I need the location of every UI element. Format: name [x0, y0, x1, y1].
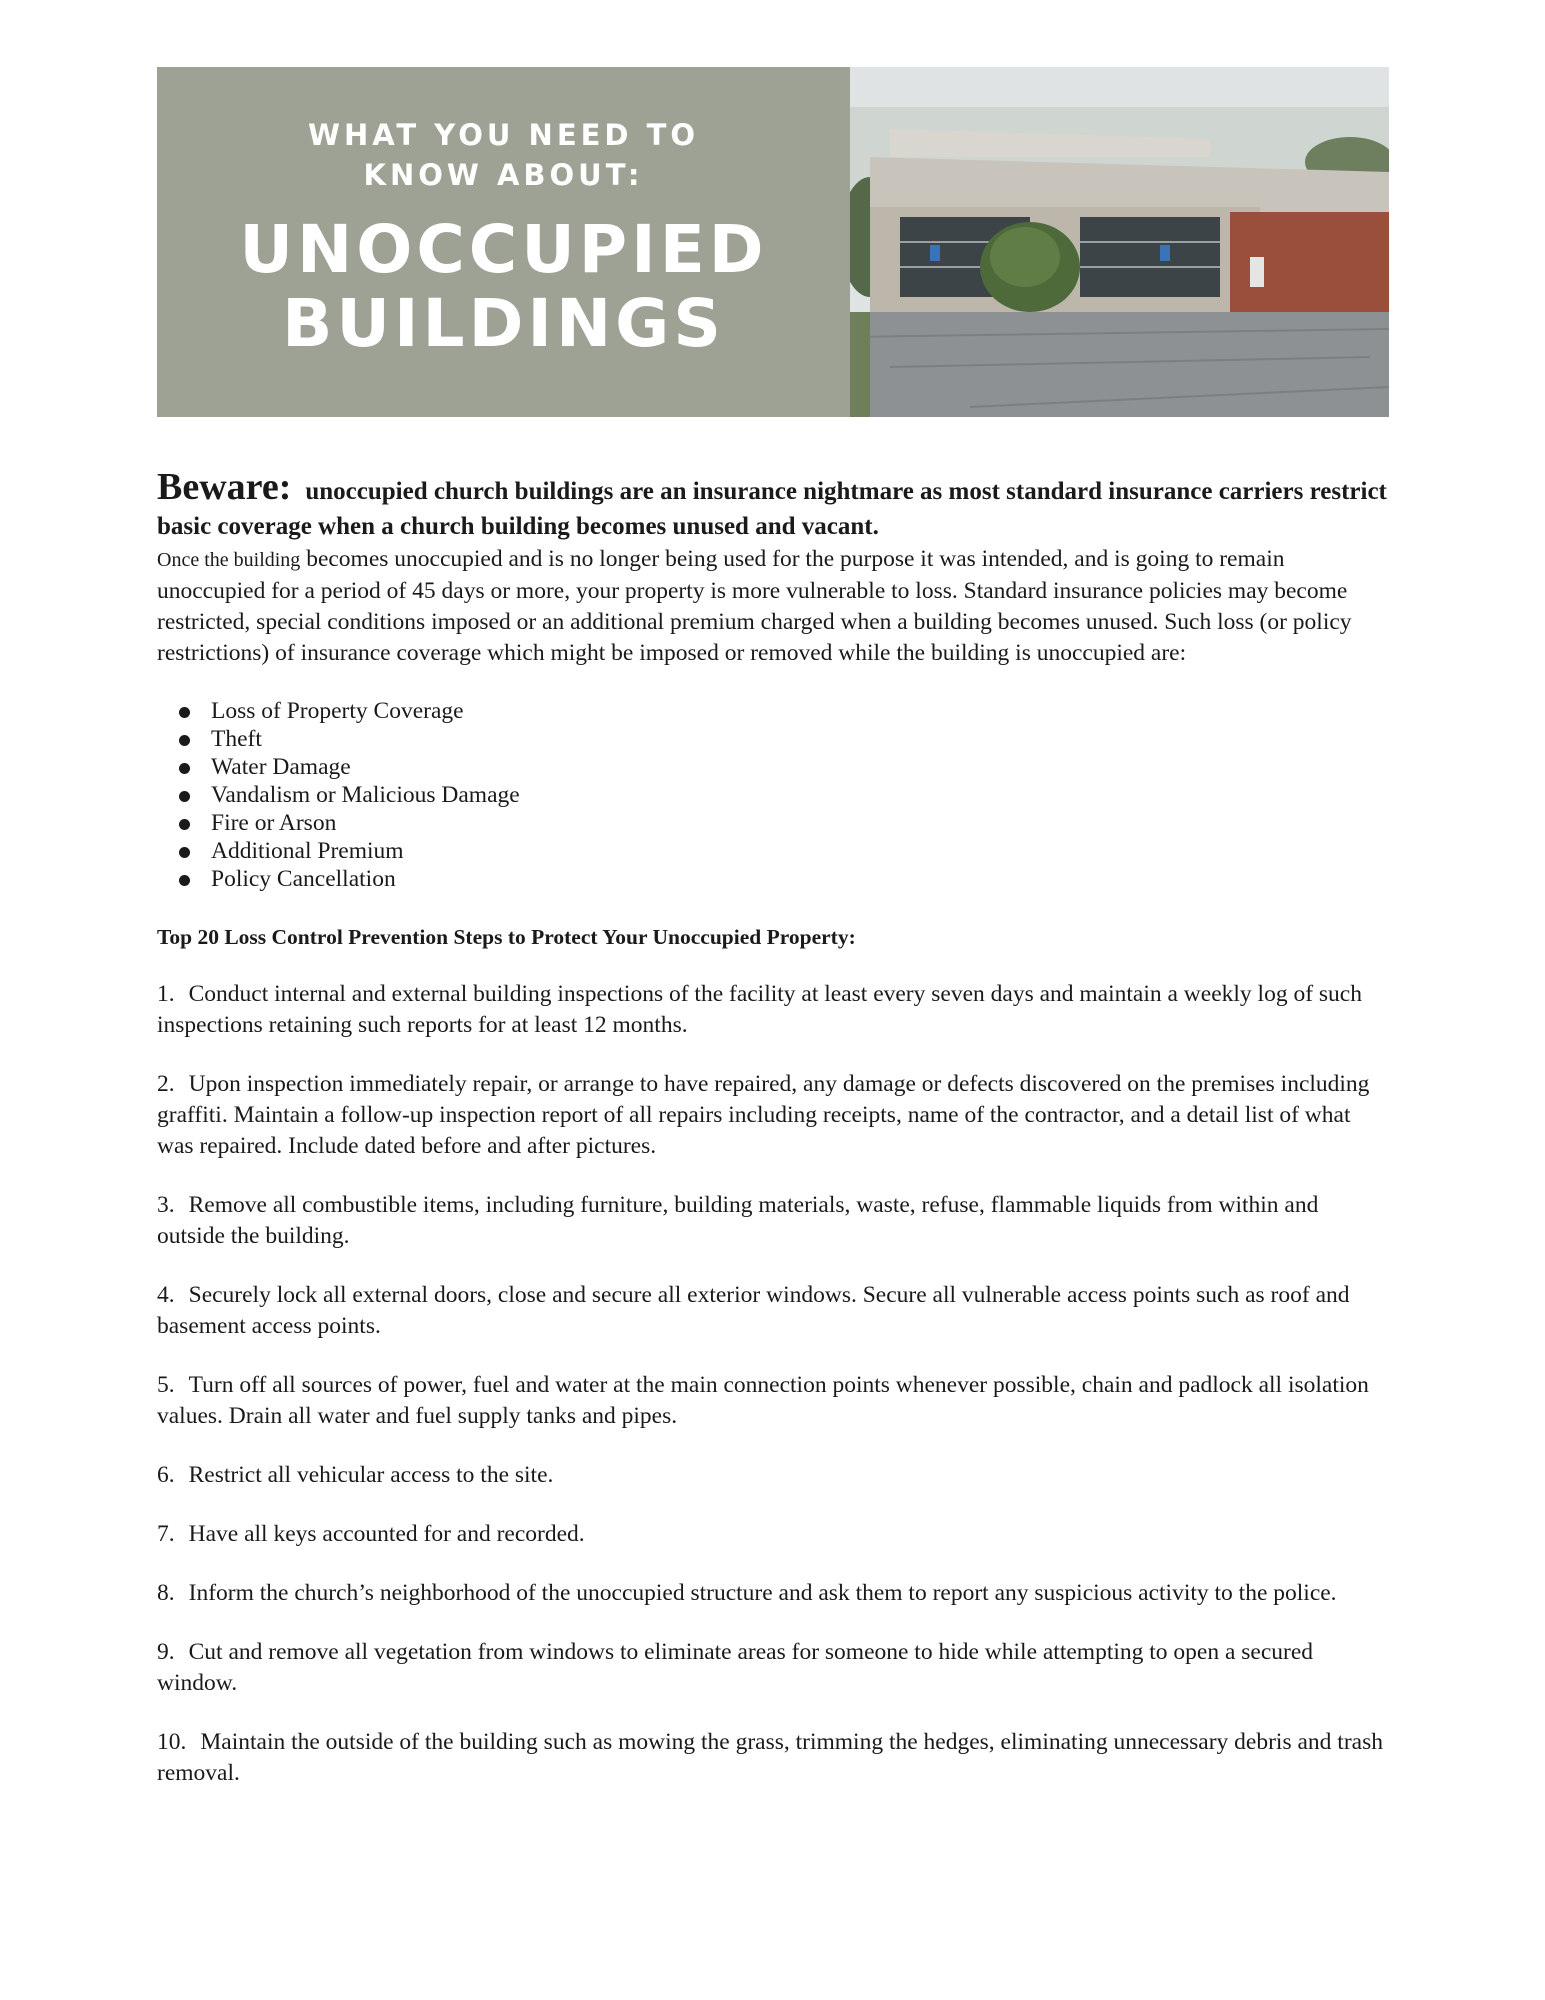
list-item: Additional Premium [179, 837, 1389, 865]
beware-lead-paragraph [157, 466, 1389, 544]
steps-heading: Top 20 Loss Control Prevention Steps to Protect Your Unoccupied Property: [157, 925, 856, 949]
step-text: Have all keys accounted for and recorded. [188, 1521, 585, 1547]
step-number: 6. [157, 1462, 175, 1488]
intro-text: becomes unoccupied and is no longer being used for the purpose it was intended, and is going to remain unoccupied for a period of 45 days or more, your property is more vulnerable to loss. Standard insurance policies may become restricted, special conditions imposed or an additional premium charged when a building becomes unused. Such loss (or policy restrictions) of insurance coverage which might be imposed or removed while the building is unoccupied are: [157, 546, 1352, 666]
step-number: 9. [157, 1639, 175, 1665]
title-panel [157, 67, 850, 417]
header-banner [157, 67, 1389, 417]
step-item [157, 1069, 1389, 1162]
list-item: Fire or Arson [179, 809, 1389, 837]
step-text: Restrict all vehicular access to the site. [188, 1462, 554, 1488]
risk-list [157, 697, 1389, 893]
step-text: Securely lock all external doors, close and secure all exterior windows. Secure all vulnerable access points such as roof and basement access points. [157, 1282, 1350, 1339]
step-item [157, 1460, 1389, 1491]
step-number: 3. [157, 1192, 175, 1218]
step-item [157, 1637, 1389, 1699]
step-text: Remove all combustible items, including furniture, building materials, waste, refuse, flammable liquids from within and outside the building. [157, 1192, 1319, 1249]
step-text: Cut and remove all vegetation from windows to eliminate areas for someone to hide while attempting to open a secured window. [157, 1639, 1314, 1696]
list-item: Water Damage [179, 753, 1389, 781]
beware-label: Beware: [157, 466, 292, 508]
step-number: 10. [157, 1729, 187, 1755]
step-text: Conduct internal and external building inspections of the facility at least every seven days and maintain a weekly log of such inspections retaining such reports for at least 12 months. [157, 981, 1362, 1038]
step-item [157, 1519, 1389, 1550]
beware-text: unoccupied church buildings are an insurance nightmare as most standard insurance carriers restrict basic coverage when a church building becomes unused and vacant. [157, 478, 1387, 540]
document-body [157, 466, 1389, 1789]
step-item [157, 1727, 1389, 1789]
step-number: 8. [157, 1580, 175, 1606]
list-item: Theft [179, 725, 1389, 753]
step-number: 7. [157, 1521, 175, 1547]
steps-list [157, 979, 1389, 1789]
list-item: Vandalism or Malicious Damage [179, 781, 1389, 809]
step-number: 5. [157, 1372, 175, 1398]
step-item [157, 1578, 1389, 1609]
step-item [157, 1370, 1389, 1432]
step-text: Inform the church’s neighborhood of the unoccupied structure and ask them to report any suspicious activity to the police. [188, 1580, 1337, 1606]
step-number: 4. [157, 1282, 175, 1308]
step-number: 1. [157, 981, 175, 1007]
building-photo-illustration [850, 67, 1389, 417]
step-number: 2. [157, 1071, 175, 1097]
list-item: Policy Cancellation [179, 865, 1389, 893]
step-item [157, 979, 1389, 1041]
building-photo [850, 67, 1389, 417]
list-item: Loss of Property Coverage [179, 697, 1389, 725]
intro-paragraph [157, 544, 1389, 669]
step-text: Maintain the outside of the building such as mowing the grass, trimming the hedges, eliminating unnecessary debris and trash removal. [157, 1729, 1383, 1786]
step-item [157, 1190, 1389, 1252]
step-text: Turn off all sources of power, fuel and water at the main connection points whenever possible, chain and padlock all isolation values. Drain all water and fuel supply tanks and pipes. [157, 1372, 1369, 1429]
intro-start: Once the building [157, 549, 301, 571]
banner-kicker: WHAT YOU NEED TO KNOW ABOUT: [307, 118, 700, 192]
step-text: Upon inspection immediately repair, or arrange to have repaired, any damage or defects discovered on the premises including graffiti. Maintain a follow-up inspection report of all repairs including receipts, name of the contractor, and a detail list of what was repaired. Include dated before and after pictures. [157, 1071, 1370, 1159]
banner-headline: UNOCCUPIED BUILDINGS [239, 211, 768, 362]
step-item [157, 1280, 1389, 1342]
